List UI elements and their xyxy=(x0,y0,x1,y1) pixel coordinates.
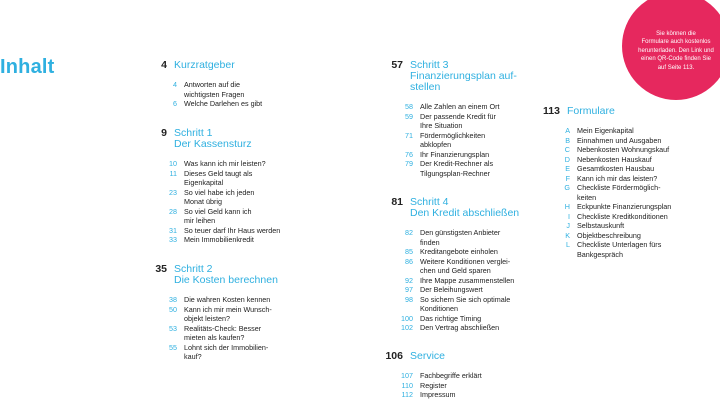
toc-section xyxy=(540,106,671,259)
toc-entry[interactable] xyxy=(540,174,671,184)
entry-label: So teuer darf Ihr Haus werden xyxy=(184,225,281,235)
toc-entry[interactable] xyxy=(540,126,671,136)
toc-entry[interactable] xyxy=(383,285,519,295)
entry-label: Nebenkosten Hauskauf xyxy=(577,154,652,164)
entry-label: Checkliste Kreditkonditionen xyxy=(577,211,668,221)
toc-entry[interactable] xyxy=(383,131,517,150)
entry-page-number: 97 xyxy=(405,285,413,294)
entry-page-number: 6 xyxy=(173,99,177,108)
toc-entry[interactable] xyxy=(147,324,278,343)
toc-entry[interactable] xyxy=(383,102,517,112)
toc-entry[interactable] xyxy=(147,188,280,207)
entry-page-number: 85 xyxy=(405,247,413,256)
entry-page-number: D xyxy=(564,154,570,164)
entry-label: Alle Zahlen an einem Ort xyxy=(420,102,500,111)
toc-entry[interactable] xyxy=(540,164,671,174)
entry-page-number: L xyxy=(566,240,570,249)
entry-label: Den Vertrag abschließen xyxy=(420,323,500,332)
section-items xyxy=(540,126,671,259)
entry-page-number: 59 xyxy=(405,111,413,121)
toc-entry[interactable] xyxy=(383,247,519,257)
entry-label: Das richtige Timing xyxy=(420,313,482,323)
entry-label: Ihre Mappe zusammenstellen xyxy=(420,275,515,285)
entry-label: Die wahren Kosten kennen xyxy=(184,295,271,304)
toc-entry[interactable] xyxy=(147,235,280,245)
section-page-number: 57 xyxy=(391,59,403,71)
entry-label: Mein Immobilienkredit xyxy=(184,235,254,244)
section-heading[interactable] xyxy=(147,264,278,286)
entry-label: Eckpunkte Finanzierungsplan xyxy=(577,202,672,211)
entry-page-number: 112 xyxy=(401,390,413,399)
entry-label: So viel Geld kann ich mir leihen xyxy=(184,206,252,225)
section-items xyxy=(383,228,519,333)
section-title: Schritt 3 Finanzierungsplan auf- stellen xyxy=(410,59,517,93)
toc-section xyxy=(147,264,278,362)
section-items xyxy=(147,295,278,362)
entry-label: Gesamtkosten Hausbau xyxy=(577,164,655,173)
entry-label: Der passende Kredit für Ihre Situation xyxy=(420,111,496,130)
entry-page-number: 38 xyxy=(169,295,177,304)
entry-label: Fördermöglichkeiten abklopfen xyxy=(420,130,486,149)
entry-label: Antworten auf die wichtigsten Fragen xyxy=(184,80,245,99)
toc-entry[interactable] xyxy=(147,99,262,109)
entry-page-number: 110 xyxy=(401,380,413,390)
toc-entry[interactable] xyxy=(383,323,519,333)
toc-entry[interactable] xyxy=(383,276,519,286)
toc-entry[interactable] xyxy=(147,295,278,305)
entry-page-number: 71 xyxy=(405,130,413,140)
toc-entry[interactable] xyxy=(383,390,482,400)
toc-entry[interactable] xyxy=(383,159,517,178)
entry-label: Der Beleihungswert xyxy=(420,285,483,294)
toc-section xyxy=(383,351,482,400)
download-info-badge xyxy=(622,0,720,100)
toc-entry[interactable] xyxy=(383,314,519,324)
section-page-number: 9 xyxy=(161,127,167,139)
toc-entry[interactable] xyxy=(383,257,519,276)
entry-page-number: 100 xyxy=(401,313,413,323)
entry-label: Den günstigsten Anbieter finden xyxy=(420,228,501,247)
section-page-number: 106 xyxy=(385,350,403,362)
entry-label: Selbstauskunft xyxy=(577,221,625,230)
section-title: Kurzratgeber xyxy=(174,59,235,71)
toc-entry[interactable] xyxy=(383,371,482,381)
toc-entry[interactable] xyxy=(540,145,671,155)
toc-entry[interactable] xyxy=(540,212,671,222)
section-page-number: 81 xyxy=(391,196,403,208)
entry-label: Register xyxy=(420,380,447,390)
entry-page-number: E xyxy=(565,164,570,173)
entry-page-number: 33 xyxy=(169,235,177,244)
toc-entry[interactable] xyxy=(147,305,278,324)
entry-page-number: J xyxy=(566,221,570,230)
toc-section xyxy=(147,60,262,109)
section-title: Schritt 2 Die Kosten berechnen xyxy=(174,263,278,286)
entry-label: Fachbegriffe erklärt xyxy=(420,371,482,380)
toc-entry[interactable] xyxy=(540,202,671,212)
toc-entry[interactable] xyxy=(540,183,671,202)
entry-label: Realitäts-Check: Besser mieten als kaufen? xyxy=(184,323,262,342)
toc-entry[interactable] xyxy=(540,231,671,241)
entry-page-number: 92 xyxy=(405,275,413,285)
toc-entry[interactable] xyxy=(147,343,278,362)
entry-page-number: 107 xyxy=(401,371,413,380)
entry-label: Objektbeschreibung xyxy=(577,230,641,240)
entry-page-number: A xyxy=(565,126,570,135)
toc-entry[interactable] xyxy=(147,226,280,236)
entry-page-number: K xyxy=(565,230,570,240)
entry-page-number: 11 xyxy=(169,168,177,178)
section-heading[interactable] xyxy=(383,60,517,93)
toc-entry[interactable] xyxy=(383,295,519,314)
entry-label: Einnahmen und Ausgaben xyxy=(577,135,662,145)
entry-page-number: 28 xyxy=(169,206,177,216)
entry-label: Kreditangebote einholen xyxy=(420,247,498,256)
entry-page-number: 50 xyxy=(169,304,177,314)
toc-entry[interactable] xyxy=(147,80,262,99)
entry-page-number: 53 xyxy=(169,323,177,333)
badge-text: Sie können die Formulare auch kostenlos herunterladen. Den Link und einen QR-Code finden Sie auf Seite 113. xyxy=(638,30,714,71)
section-page-number: 35 xyxy=(155,263,167,275)
toc-section xyxy=(147,128,280,245)
section-heading[interactable] xyxy=(147,60,262,71)
entry-page-number: 82 xyxy=(405,228,413,237)
entry-label: Welche Darlehen es gibt xyxy=(184,99,263,108)
entry-label: Was kann ich mir leisten? xyxy=(184,159,266,168)
entry-page-number: 55 xyxy=(169,342,177,352)
entry-label: Mein Eigenkapital xyxy=(577,126,634,135)
entry-page-number: H xyxy=(564,202,570,211)
toc-section xyxy=(383,60,517,178)
section-items xyxy=(383,371,482,400)
section-items xyxy=(383,102,517,178)
entry-label: Kann ich mir mein Wunsch- objekt leisten? xyxy=(184,304,272,323)
section-heading[interactable] xyxy=(383,197,519,219)
entry-page-number: 79 xyxy=(405,159,413,168)
toc-entry[interactable] xyxy=(383,112,517,131)
toc-entry[interactable] xyxy=(540,240,671,259)
section-heading[interactable] xyxy=(383,351,482,362)
toc-entry[interactable] xyxy=(147,159,280,169)
entry-page-number: C xyxy=(564,145,570,154)
entry-label: Kann ich mir das leisten? xyxy=(577,173,658,183)
section-title: Formulare xyxy=(567,105,615,117)
entry-page-number: B xyxy=(565,135,570,145)
entry-label: Weitere Konditionen verglei- chen und Geld sparen xyxy=(420,256,511,275)
entry-page-number: 58 xyxy=(405,102,413,111)
toc-entry[interactable] xyxy=(383,150,517,160)
entry-label: Impressum xyxy=(420,390,456,399)
toc-entry[interactable] xyxy=(383,381,482,391)
section-items xyxy=(147,159,280,245)
toc-entry[interactable] xyxy=(383,228,519,247)
toc-entry[interactable] xyxy=(540,221,671,231)
toc-entry[interactable] xyxy=(540,136,671,146)
entry-page-number: 102 xyxy=(401,323,413,332)
entry-page-number: 23 xyxy=(169,187,177,197)
section-page-number: 113 xyxy=(543,105,560,117)
entry-label: Lohnt sich der Immobilien- kauf? xyxy=(184,342,269,361)
entry-page-number: 31 xyxy=(169,225,177,235)
entry-label: Der Kredit-Rechner als Tilgungsplan-Rechner xyxy=(420,159,494,178)
entry-label: Ihr Finanzierungsplan xyxy=(420,149,490,159)
section-title: Service xyxy=(410,350,446,362)
section-title: Schritt 1 Der Kassensturz xyxy=(174,127,252,150)
entry-label: So viel habe ich jeden Monat übrig xyxy=(184,187,255,206)
entry-page-number: 10 xyxy=(169,159,177,168)
entry-page-number: I xyxy=(568,211,570,221)
entry-label: Checkliste Unterlagen fürs Bankgespräch xyxy=(577,240,662,259)
entry-label: Dieses Geld taugt als Eigenkapital xyxy=(184,168,253,187)
entry-page-number: 86 xyxy=(405,256,413,266)
entry-label: So sichern Sie sich optimale Konditionen xyxy=(420,294,511,313)
entry-page-number: 76 xyxy=(405,149,413,159)
entry-page-number: 98 xyxy=(405,294,413,304)
section-page-number: 4 xyxy=(161,59,167,71)
toc-section xyxy=(383,197,519,333)
toc-entry[interactable] xyxy=(147,207,280,226)
entry-page-number: F xyxy=(565,173,570,183)
section-heading[interactable] xyxy=(147,128,280,150)
toc-entry[interactable] xyxy=(540,155,671,165)
entry-label: Nebenkosten Wohnungskauf xyxy=(577,145,670,154)
page-title: Inhalt xyxy=(0,56,55,78)
section-heading[interactable] xyxy=(540,106,671,117)
toc-entry[interactable] xyxy=(147,169,280,188)
section-title: Schritt 4 Den Kredit abschließen xyxy=(410,196,520,219)
entry-label: Checkliste Fördermöglich- keiten xyxy=(577,183,661,202)
entry-page-number: 4 xyxy=(173,80,177,89)
entry-page-number: G xyxy=(564,183,570,192)
section-items xyxy=(147,80,262,109)
